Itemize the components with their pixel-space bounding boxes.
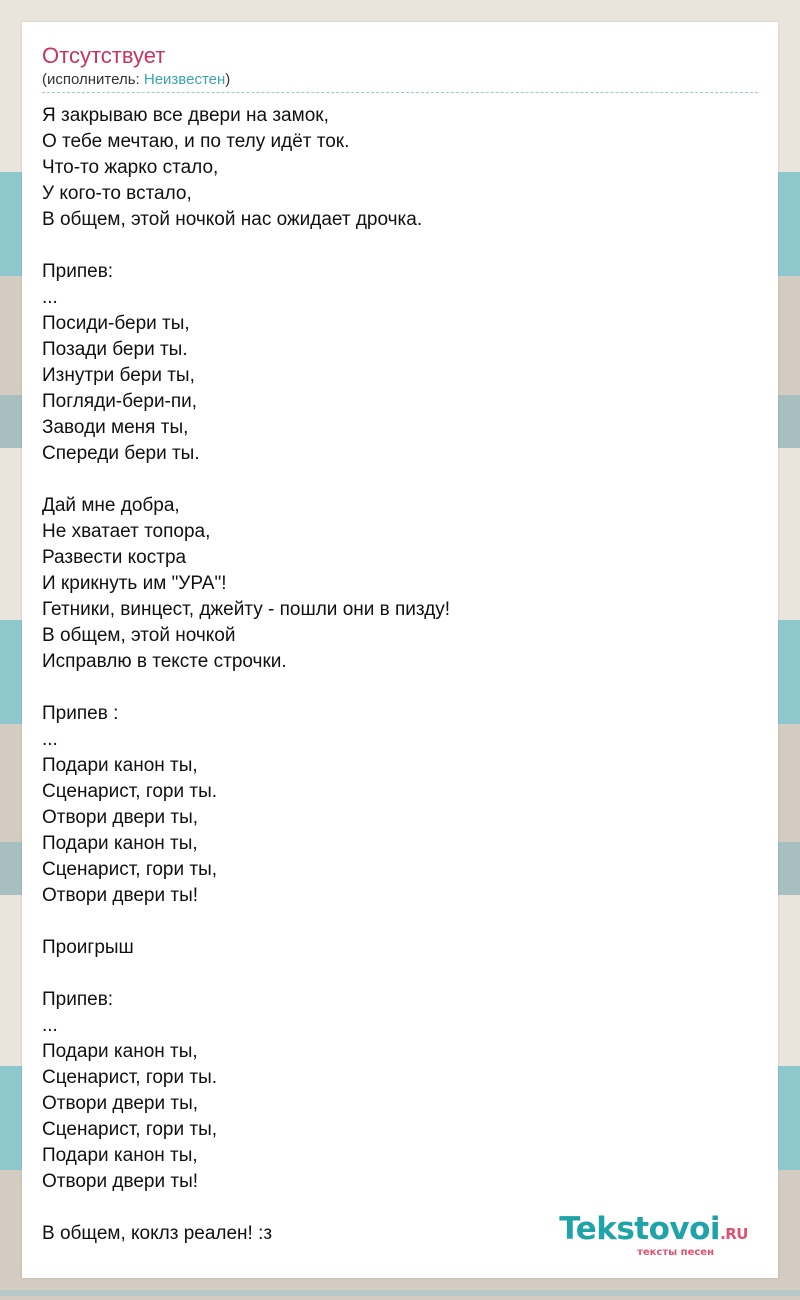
lyrics-card <box>22 22 778 1278</box>
bottom-divider <box>0 1290 800 1296</box>
watermark-brand: Tekstovoi <box>559 1211 721 1247</box>
lyrics-text: Я закрываю все двери на замок, О тебе мечтаю, и по телу идёт ток. Что-то жарко стало, У кого-то встало, В общем, этой ночкой нас ожидает дрочка. Припев: ... Посиди-бери ты, Позади бери ты. Изнутри бери ты, Погляди-бери-пи, Заводи меня ты, Спереди бери ты. Дай мне добра, Не хватает топора, Развести костра И крикнуть им "УРА"! Гетники, винцест, джейту - пошли они в пизду! В общем, этой ночкой Исправлю в тексте строчки. Припев : ... Подари канон ты, Сценарист, гори ты. Отвори двери ты, Подари канон ты, Сценарист, гори ты, Отвори двери ты! Проигрыш Припев: ... Подари канон ты, Сценарист, гори ты. Отвори двери ты, Сценарист, гори ты, Подари канон ты, Отвори двери ты! В общем, коклз реален! :з <box>42 105 451 1244</box>
song-header <box>42 42 758 93</box>
watermark-logo <box>559 1213 748 1250</box>
artist-line <box>42 70 758 93</box>
watermark-tld: .RU <box>720 1225 748 1243</box>
watermark-tagline: тексты песен <box>637 1247 714 1258</box>
song-title: Отсутствует <box>42 43 166 68</box>
artist-prefix: (исполнитель: <box>42 71 144 88</box>
artist-link[interactable]: Неизвестен <box>143 71 226 88</box>
artist-suffix: ) <box>225 71 231 88</box>
site-watermark <box>559 1213 748 1258</box>
